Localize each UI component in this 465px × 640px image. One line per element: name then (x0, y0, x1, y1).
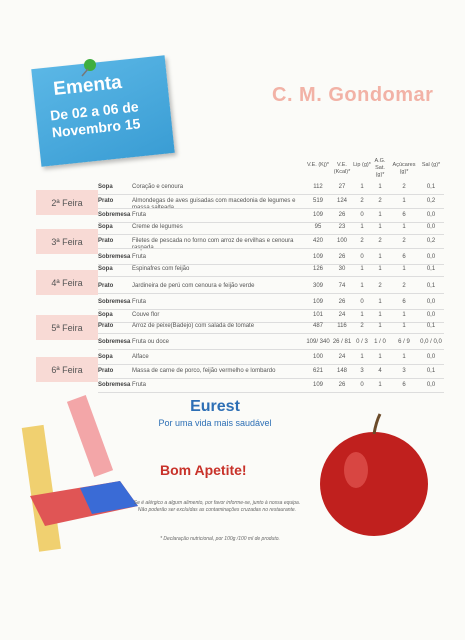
nutrition-value: 1 (360, 354, 364, 360)
day-label: 2ª Feira (36, 190, 98, 215)
nutrition-value: 2 (378, 238, 382, 244)
nutrition-value: 487 (312, 323, 323, 329)
row-divider (98, 222, 444, 223)
nutrition-value: 24 (338, 354, 346, 360)
header-sal: Sal (g)* (421, 162, 441, 168)
nutrition-value: 309 (312, 283, 323, 289)
eurest-logo: Eurest (190, 398, 240, 415)
row-divider (98, 293, 444, 294)
menu-date-range: De 02 a 06 de Novembro 15 (49, 98, 142, 141)
nutrition-value: 1 / 0 (374, 339, 386, 345)
meal-category: Sobremesa (98, 382, 131, 388)
nutrition-value: 0,1 (426, 368, 436, 374)
nutrition-value: 1 (378, 212, 382, 218)
nutrition-value: 6 (402, 212, 406, 218)
dish-name: Jardineira de perú com cenoura e feijão verde (132, 283, 255, 289)
meal-category: Sobremesa (98, 339, 131, 345)
nutrition-value: 6 (402, 299, 406, 305)
eurest-tagline: Por uma vida mais saudável (158, 418, 272, 428)
row-divider (98, 276, 444, 277)
nutrition-value: 101 (312, 312, 323, 318)
meal-category: Sopa (98, 266, 113, 272)
nutrition-value: 0 (360, 212, 364, 218)
nutrition-value: 1 (378, 224, 382, 230)
meal-category: Sopa (98, 354, 113, 360)
nutrition-value: 109 (312, 299, 323, 305)
meal-category: Sobremesa (98, 299, 131, 305)
menu-title-note (31, 55, 175, 166)
nutrition-value: 148 (336, 368, 347, 374)
nutrition-value: 6 (402, 254, 406, 260)
dish-name: Creme de legumes (132, 224, 183, 230)
header-acucares: Açúcares (g)* (392, 162, 416, 175)
nutrition-value: 420 (312, 238, 323, 244)
header-ag-sat: A.G. Sat. (g)* (374, 158, 386, 178)
meal-category: Sobremesa (98, 212, 131, 218)
nutrition-value: 2 (402, 238, 406, 244)
bom-apetite-text: Bom Apetite! (160, 462, 247, 478)
nutrition-value: 1 (378, 323, 382, 329)
nutrition-value: 27 (338, 184, 346, 190)
nutrition-value: 1 (402, 354, 406, 360)
nutrition-value: 0,2 (426, 238, 436, 244)
nutrition-value: 2 (378, 198, 382, 204)
dish-name: Couve flor (132, 312, 160, 318)
nutrition-value: 100 (336, 238, 347, 244)
nutrition-value: 95 (314, 224, 322, 230)
nutrition-value: 0 (360, 254, 364, 260)
nutrition-value: 100 (312, 354, 323, 360)
dish-name: Almondegas de aves guisadas com macedonia de legumes e (132, 198, 296, 204)
meal-category: Sopa (98, 312, 113, 318)
nutrition-value: 2 (378, 283, 382, 289)
header-ve-kj: V.E. (Kj)* (306, 162, 330, 168)
allergy-notice: Se é alérgico a algum alimento, por favor informe-se, junto à nossa equipa. Não poderão ser excluídas as contaminações cruzadas no restaurante. (133, 500, 301, 513)
nutrition-value: 126 (312, 266, 323, 272)
dish-name: Fruta (132, 212, 147, 218)
row-divider (98, 309, 444, 310)
row-divider (98, 194, 444, 195)
nutrition-value: 1 (360, 283, 364, 289)
day-label: 3ª Feira (36, 229, 98, 254)
nutrition-value: 1 (402, 312, 406, 318)
nutrition-value: 0,0 (426, 254, 436, 260)
nutrition-value: 6 (402, 382, 406, 388)
row-divider (98, 208, 444, 209)
nutrition-value: 0 (360, 382, 364, 388)
nutrition-value: 1 (378, 299, 382, 305)
nutrition-value: 116 (337, 323, 347, 329)
nutrition-value: 3 (360, 368, 364, 374)
dish-name: Massa de carne de porco, feijão vermelho e lombardo (132, 368, 276, 374)
nutrition-value: 2 (360, 323, 364, 329)
nutrition-value: 30 (338, 266, 346, 272)
nutrition-value: 1 (360, 184, 364, 190)
nutrition-value: 1 (378, 266, 382, 272)
nutrition-value: 1 (378, 354, 382, 360)
nutrition-value: 26 (338, 299, 346, 305)
nutrition-value: 23 (338, 224, 346, 230)
meal-category: Prato (98, 283, 114, 289)
nutrition-value: 109 (312, 254, 323, 260)
school-name: C. M. Gondomar (272, 84, 434, 106)
meal-category: Prato (98, 198, 114, 204)
nutrition-value: 0,2 (426, 198, 436, 204)
nutrition-value: 0,1 (426, 323, 436, 329)
nutrition-value: 0,1 (426, 266, 436, 272)
nutrition-value: 26 / 81 (332, 339, 352, 345)
nutrition-value: 74 (338, 283, 346, 289)
nutrition-value: 0,0 (426, 382, 436, 388)
dish-name: Fruta (132, 299, 147, 305)
nutrition-value: 2 (360, 198, 364, 204)
nutrition-value: 0,0 (426, 312, 436, 318)
dish-name: Alface (132, 354, 149, 360)
nutrition-value: 24 (338, 312, 346, 318)
meal-category: Prato (98, 323, 114, 329)
nutrition-value: 1 (402, 323, 406, 329)
nutrition-value: 124 (336, 198, 347, 204)
nutrition-value: 1 (402, 198, 406, 204)
nutrition-value: 1 (360, 224, 364, 230)
meal-category: Prato (98, 238, 114, 244)
day-label: 6ª Feira (36, 357, 98, 382)
dish-name: Espinafres com feijão (132, 266, 190, 272)
nutrition-value: 1 (378, 382, 382, 388)
nutrition-value: 0,0 (426, 354, 436, 360)
nutrition-value: 1 (378, 254, 382, 260)
eurest-branding (150, 398, 280, 428)
nutrition-value: 0,0 / 0,0 (420, 339, 442, 345)
nutrition-value: 1 (378, 184, 382, 190)
nutrition-value: 26 (338, 382, 346, 388)
meal-category: Sopa (98, 184, 113, 190)
dish-name: Fruta (132, 382, 147, 388)
nutrition-value: 0,1 (426, 283, 436, 289)
row-divider (98, 248, 444, 249)
meal-category: Sobremesa (98, 254, 131, 260)
nutrition-value: 109 (312, 212, 323, 218)
nutrition-value: 1 (402, 266, 406, 272)
nutrition-value: 6 / 9 (398, 339, 410, 345)
row-divider (98, 378, 444, 379)
nutrition-value: 0,0 (426, 299, 436, 305)
row-divider (98, 349, 444, 350)
nutrition-value: 0,0 (426, 212, 436, 218)
nutrition-value: 0 / 3 (356, 339, 368, 345)
nutrition-value: 0,1 (426, 184, 436, 190)
nutrition-value: 1 (378, 312, 382, 318)
meal-category: Prato (98, 368, 114, 374)
pushpin-icon (78, 58, 98, 78)
meal-category: Sopa (98, 224, 113, 230)
nutrition-value: 0,0 (426, 224, 436, 230)
row-divider (98, 364, 444, 365)
dish-name: Fruta ou doce (132, 339, 170, 345)
menu-title: Ementa (52, 71, 123, 101)
day-label: 5ª Feira (36, 315, 98, 340)
row-divider (98, 264, 444, 265)
nutrition-value: 2 (360, 238, 364, 244)
nutrition-value: 112 (313, 184, 323, 190)
row-divider (98, 333, 444, 334)
school-supplies-illustration (20, 386, 160, 556)
nutrition-value: 109 (312, 382, 323, 388)
nutrition-value: 26 (338, 212, 346, 218)
dish-name: Coração e cenoura (132, 184, 184, 190)
nutrition-value: 1 (360, 312, 364, 318)
row-divider (98, 234, 444, 235)
header-ve-kcal: V.E. (Kcal)* (333, 162, 351, 175)
nutrition-value: 2 (402, 184, 406, 190)
nutrition-value: 2 (402, 283, 406, 289)
nutrition-value: 4 (378, 368, 382, 374)
dish-name: Fruta (132, 254, 147, 260)
nutrition-value: 519 (312, 198, 323, 204)
header-lip: Lip (g)* (353, 162, 371, 168)
dish-name: Filetes de pescada no forno com arroz de ervilhas e cenoura (132, 238, 294, 244)
nutrition-value: 0 (360, 299, 364, 305)
dish-name: Arroz de peixe(Badejo) com salada de tomate (132, 323, 255, 329)
nutrition-value: 109/ 340 (306, 339, 330, 345)
nutrition-value: 621 (312, 368, 323, 374)
day-label: 4ª Feira (36, 270, 98, 295)
nutrition-value: 1 (402, 224, 406, 230)
nutrition-footnote: * Declaração nutricional, por 100g /100 ml de produto. (160, 536, 280, 542)
apple-illustration (316, 410, 434, 538)
nutrition-value: 1 (360, 266, 364, 272)
nutrition-value: 26 (338, 254, 346, 260)
nutrition-value: 3 (402, 368, 406, 374)
